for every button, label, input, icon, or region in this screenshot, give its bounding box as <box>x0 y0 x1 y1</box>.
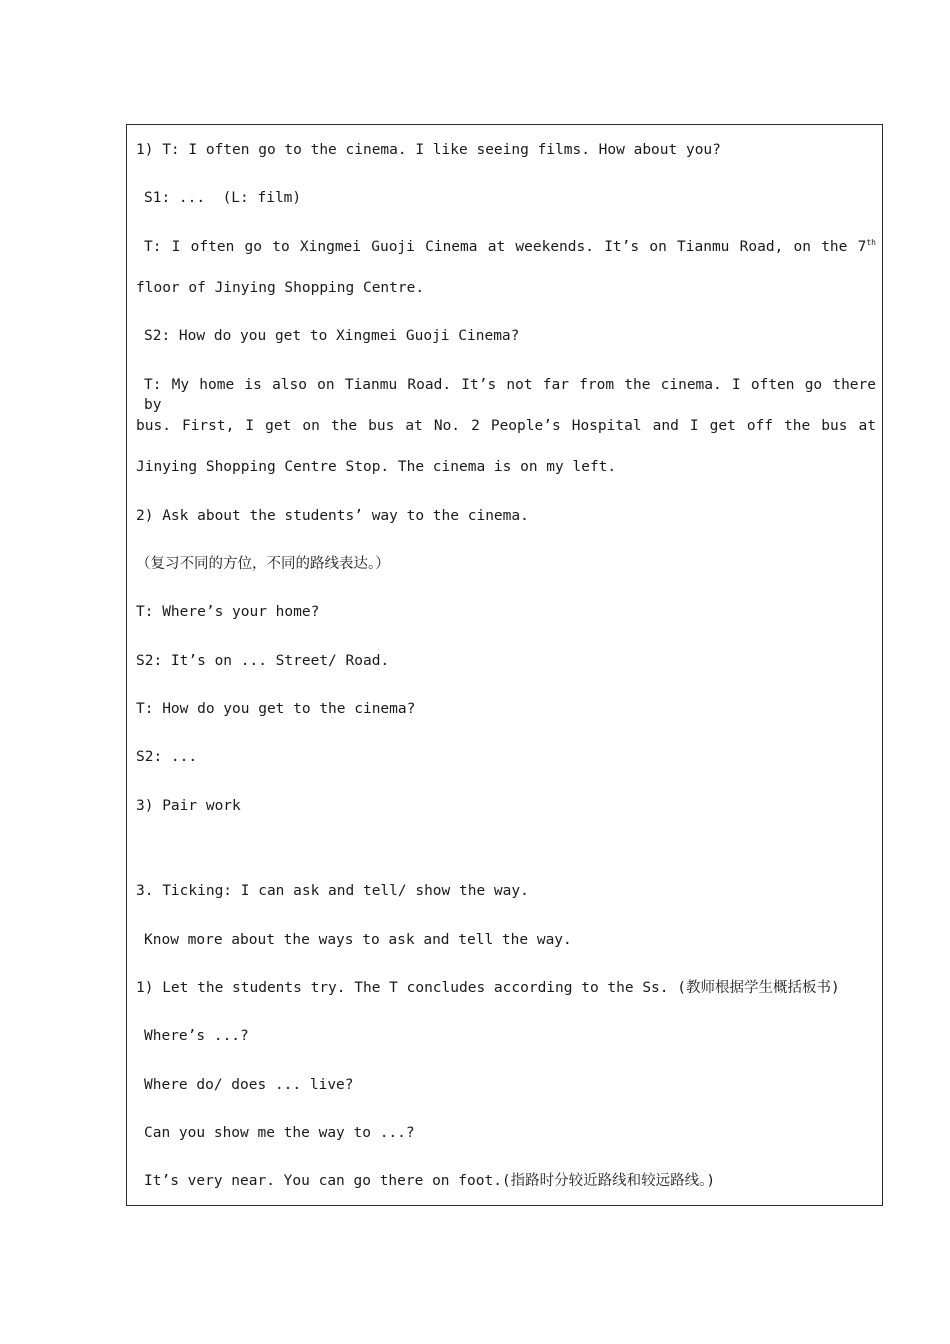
teacher-cinema-text: T: I often go to Xingmei Guoji Cinema at weekends. It’s on Tianmu Road, on the 7 <box>144 239 867 255</box>
step-heading-ask-way: 2) Ask about the students’ way to the cinema. <box>136 508 529 524</box>
dialogue-line-where-home: T: Where’s your home? <box>136 604 320 620</box>
dialogue-line-teacher-cinema <box>144 237 876 257</box>
dialogue-line-s2-ellipsis: S2: ... <box>136 749 198 765</box>
dialogue-line-s2-question: S2: How do you get to Xingmei Guoji Cinema? <box>144 328 520 344</box>
phrase-show-way: Can you show me the way to ...? <box>144 1125 415 1141</box>
dialogue-line-teacher-cinema-cont: floor of Jinying Shopping Centre. <box>136 280 425 296</box>
dialogue-line-how-get: T: How do you get to the cinema? <box>136 701 416 717</box>
step-heading-let-students-try: 1) Let the students try. The T concludes according to the Ss. (教师根据学生概括板书) <box>136 980 840 996</box>
dialogue-line-teacher-home-cont-1: bus. First, I get on the bus at No. 2 People’s Hospital and I get off the bus at <box>136 418 876 434</box>
section-heading-ticking: 3. Ticking: I can ask and tell/ show the way. <box>136 883 529 899</box>
ordinal-suffix: th <box>866 238 876 247</box>
dialogue-line-teacher-home: T: My home is also on Tianmu Road. It’s not far from the cinema. I often go there by <box>144 377 876 413</box>
phrase-very-near: It’s very near. You can go there on foot.(指路时分较近路线和较远路线。) <box>144 1173 716 1189</box>
dialogue-line-s1-response: S1: ... (L: film) <box>144 190 302 206</box>
phrase-where-is: Where’s ...? <box>144 1028 249 1044</box>
chinese-note-review: （复习不同的方位，不同的路线表达。） <box>136 556 390 572</box>
dialogue-line-s2-street: S2: It’s on ... Street/ Road. <box>136 653 390 669</box>
phrase-where-live: Where do/ does ... live? <box>144 1077 354 1093</box>
step-heading-pair-work: 3) Pair work <box>136 798 241 814</box>
section-intro-ways: Know more about the ways to ask and tell the way. <box>144 932 572 948</box>
dialogue-line-teacher-home-cont-2: Jinying Shopping Centre Stop. The cinema is on my left. <box>136 459 617 475</box>
dialogue-line-teacher-intro: 1) T: I often go to the cinema. I like seeing films. How about you? <box>136 142 721 158</box>
